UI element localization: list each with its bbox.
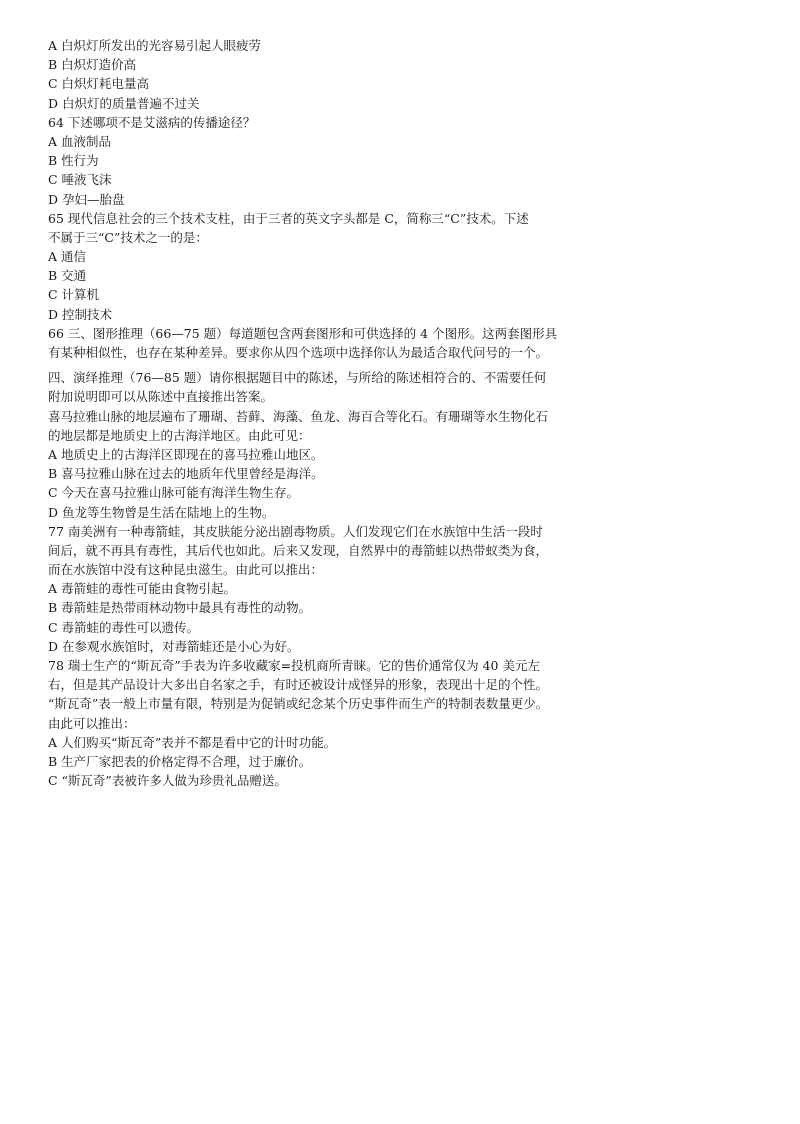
question-66-text-cont: 有某种相似性，也存在某种差异。要求你从四个选项中选择你认为最适合取代问号的一个。 — [48, 345, 549, 360]
option-line: C 计算机 — [48, 287, 100, 303]
question-block-63-66 — [48, 36, 578, 362]
option-line: C 今天在喜马拉雅山脉可能有海洋生物生存。 — [48, 485, 300, 501]
option-line: B 交通 — [48, 268, 87, 284]
question-65-text-cont: 不属于三“C”技术之一的是： — [48, 229, 208, 245]
option-line: C 白炽灯耗电量高 — [48, 76, 150, 92]
question-66-text: 66 三、图形推理（66—75 题）每道题包含两套图形和可供选择的 4 个图形。这两套图形具 — [48, 325, 558, 341]
option-line: A 通信 — [48, 249, 87, 265]
section-heading: 四、演绎推理（76—85 题）请你根据题目中的陈述，与所给的陈述相符合的、不需要任何 — [48, 370, 547, 386]
option-line: A 白炽灯所发出的光容易引起人眼疲劳 — [48, 38, 262, 53]
section-deductive-reasoning — [48, 368, 578, 790]
question-78-text: 78 瑞士生产的“斯瓦奇”手表为许多收藏家=投机商所青睐。它的售价通常仅为 40 美元左 — [48, 658, 540, 673]
question-77-text-cont: 而在水族馆中没有这种昆虫滋生。由此可以推出： — [48, 562, 324, 578]
option-line: D 控制技术 — [48, 306, 112, 322]
option-line: B 生产厂家把表的价格定得不合理，过于廉价。 — [48, 753, 312, 769]
question-64-text: 64 下述哪项不是艾滋病的传播途径？ — [48, 114, 256, 130]
question-78-text-cont: “斯瓦奇”表一般上市量有限，特别是为促销或纪念某个历史事件而生产的特制表数量更少。 — [48, 696, 549, 712]
option-line: D 孕妇—胎盘 — [48, 191, 125, 207]
option-line: B 性行为 — [48, 153, 99, 169]
option-line: C 唾液飞沫 — [48, 172, 112, 188]
question-65-text: 65 现代信息社会的三个技术支柱，由于三者的英文字头都是 C，简称三“C”技术。下述 — [48, 210, 529, 226]
option-line: A 血液制品 — [48, 133, 112, 149]
question-76-text: 喜马拉雅山脉的地层遍布了珊瑚、苔藓、海藻、鱼龙、海百合等化石。有珊瑚等水生物化石 — [48, 408, 549, 424]
option-line: A 地质史上的古海洋区即现在的喜马拉雅山地区。 — [48, 446, 324, 462]
option-line: D 在参观水族馆时，对毒箭蛙还是小心为好。 — [48, 638, 300, 654]
option-line: C 毒箭蛙的毒性可以遗传。 — [48, 619, 200, 635]
document-page — [48, 36, 578, 790]
option-line: A 人们购买“斯瓦奇”表并不都是看中它的计时功能。 — [48, 734, 337, 750]
question-76-text-cont: 的地层都是地质史上的古海洋地区。由此可见： — [48, 427, 311, 443]
option-line: B 毒箭蛙是热带雨林动物中最具有毒性的动物。 — [48, 600, 312, 616]
option-line: B 喜马拉雅山脉在过去的地质年代里曾经是海洋。 — [48, 466, 324, 482]
option-line: B 白炽灯造价高 — [48, 57, 137, 73]
option-line: D 鱼龙等生物曾是生活在陆地上的生物。 — [48, 504, 275, 520]
question-78-text-cont: 由此可以推出： — [48, 715, 136, 731]
question-78-text-cont: 右，但是其产品设计大多出自名家之手，有时还被设计成怪异的形象，表现出十足的个性。 — [48, 677, 549, 693]
section-heading-cont: 附加说明即可以从陈述中直接推出答案。 — [48, 389, 274, 405]
option-line: D 白炽灯的质量普遍不过关 — [48, 95, 200, 111]
question-77-text: 77 南美洲有一种毒箭蛙，其皮肤能分泌出剧毒物质。人们发现它们在水族馆中生活一段时 — [48, 523, 543, 539]
option-line: A 毒箭蛙的毒性可能由食物引起。 — [48, 581, 237, 597]
question-77-text-cont: 间后，就不再具有毒性，其后代也如此。后来又发现，自然界中的毒箭蛙以热带蚁类为食， — [48, 542, 549, 558]
option-line: C “斯瓦奇”表被许多人做为珍贵礼品赠送。 — [48, 773, 287, 789]
